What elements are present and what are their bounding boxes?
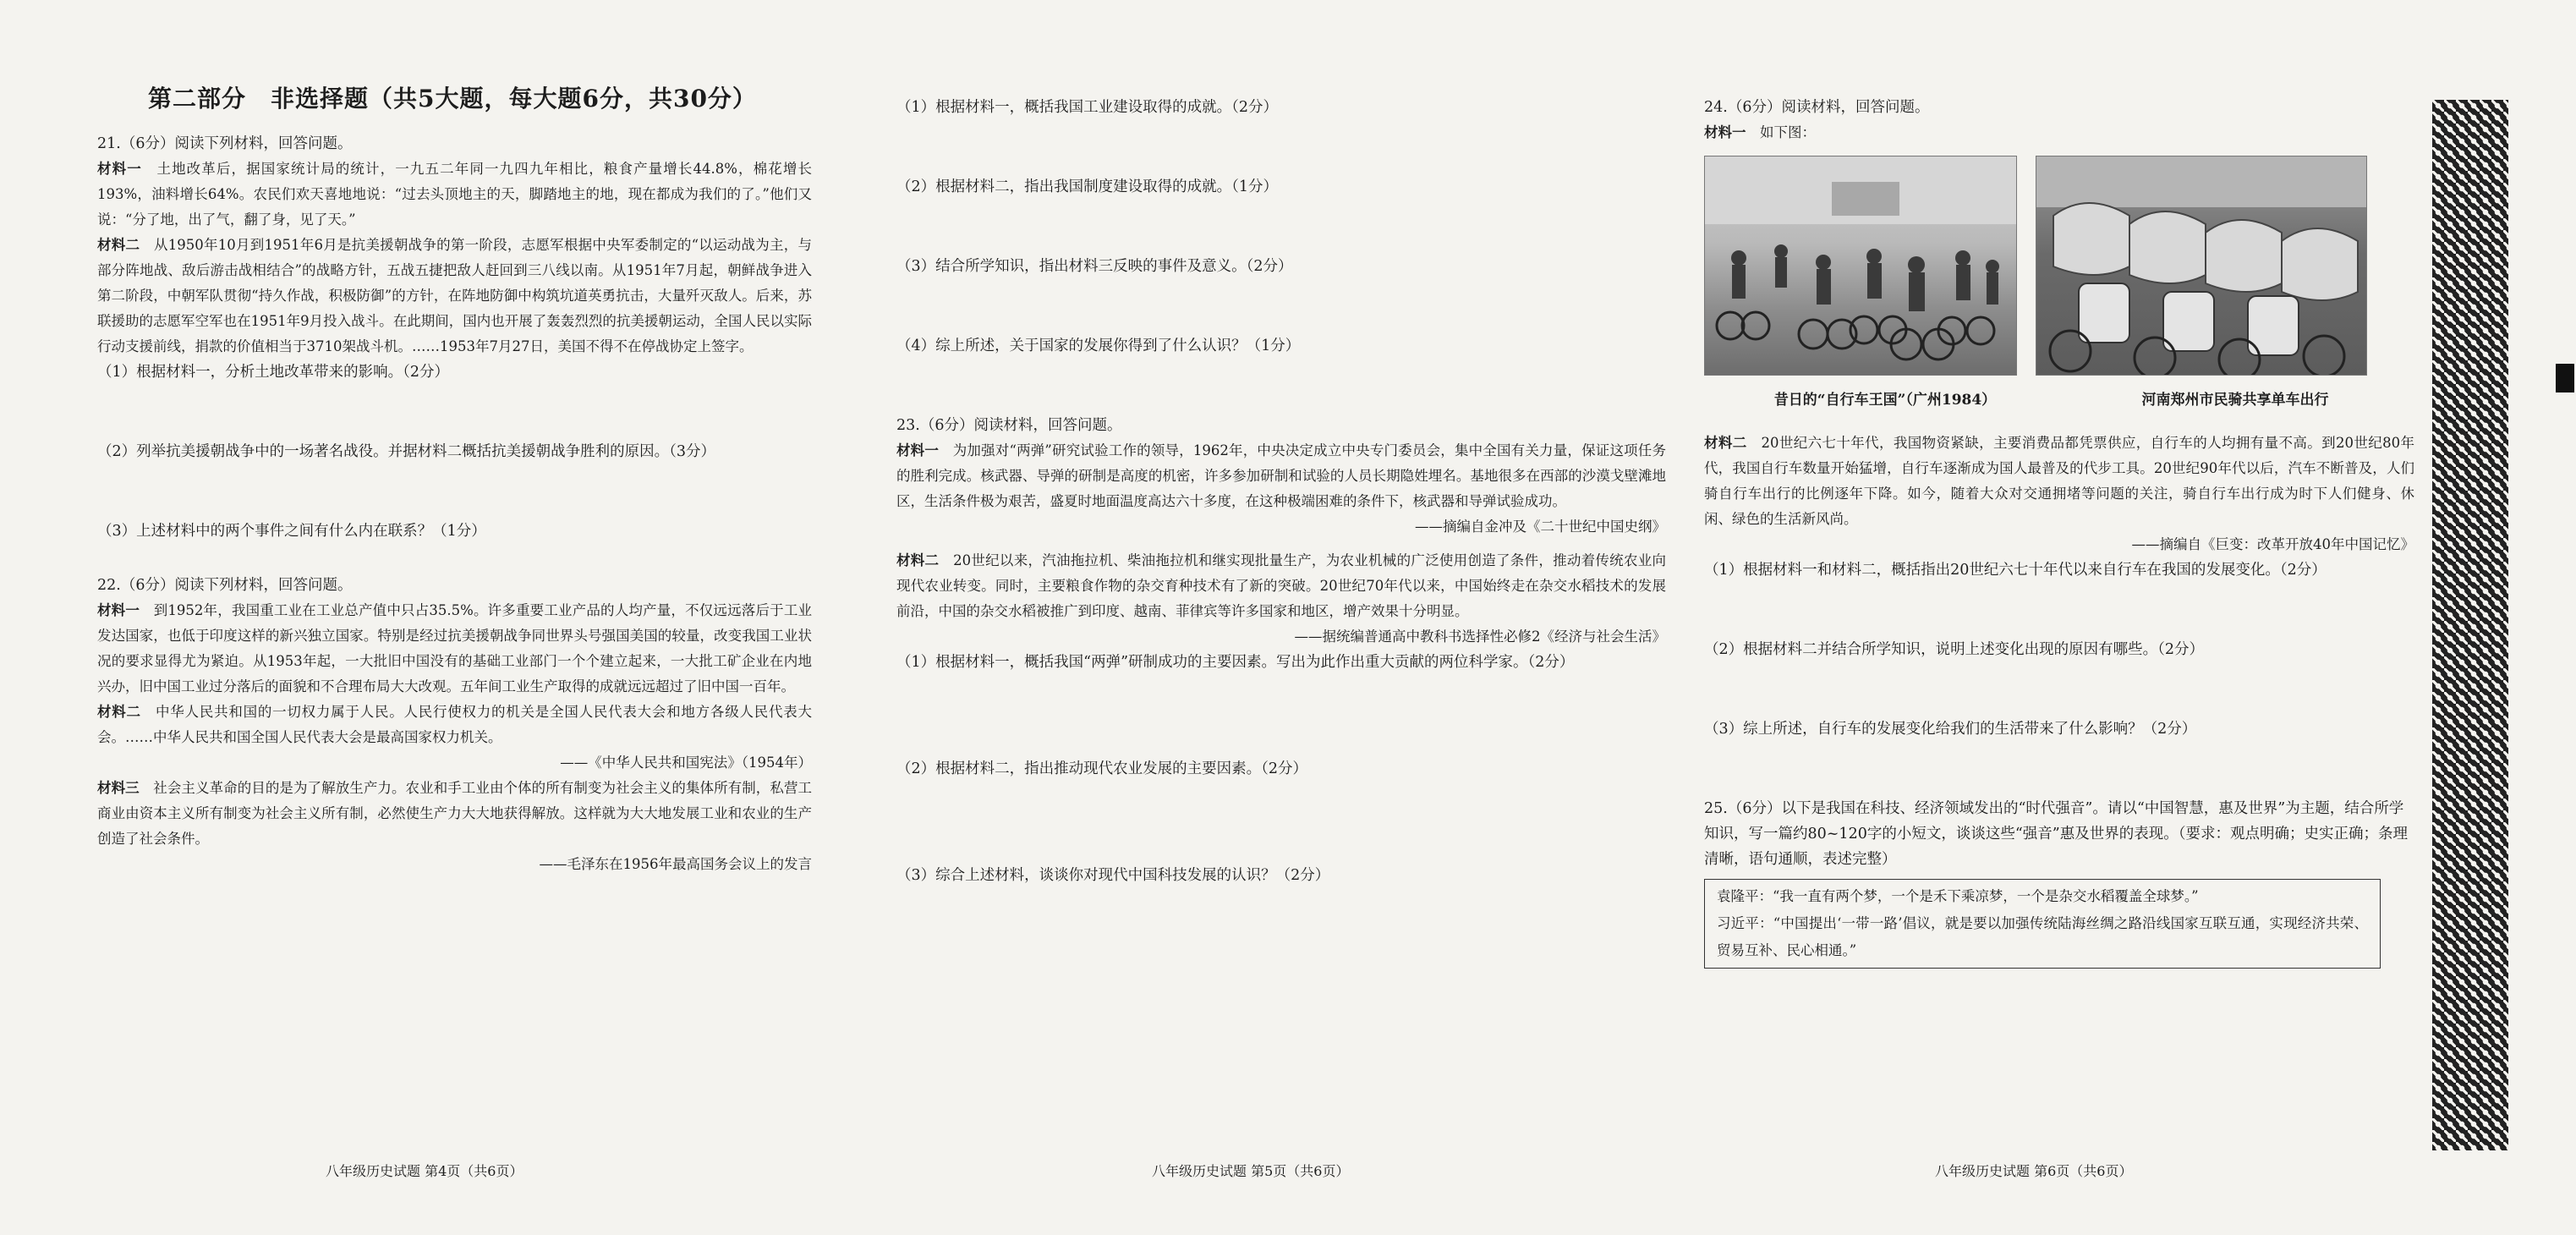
answer-space: [896, 359, 1666, 413]
q24-intro: 24.（6分）阅读材料，回答问题。: [1704, 99, 1930, 116]
q24-sub-3: （3）综上所述，自行车的发展变化给我们的生活带来了什么影响？（2分）: [1704, 721, 2197, 738]
q21-intro: 21.（6分）阅读下列材料，回答问题。: [97, 135, 353, 152]
answer-space: [1704, 662, 2414, 716]
q23-intro: 23.（6分）阅读材料，回答问题。: [896, 417, 1122, 434]
q21-material-2: [97, 233, 812, 360]
q22-sub-4: （4）综上所述，关于国家的发展你得到了什么认识？（1分）: [896, 338, 1301, 354]
material-text: 如下图：: [1746, 124, 1816, 140]
page-footer: 八年级历史试题 第5页（共6页）: [1152, 1163, 1350, 1179]
registration-mark: [2556, 364, 2574, 392]
shared-bikes-illustration: [2036, 156, 2366, 375]
answer-space: [896, 120, 1666, 174]
answer-space: [896, 200, 1666, 254]
material-text: 20世纪以来，汽油拖拉机、柴油拖拉机和继实现批量生产，为农业机械的广泛使用创造了条件，推动着传统农业向现代农业转变。同时，主要粮食作物的杂交育种技术有了新的突破。20世纪70年代以来，中国始终走在杂交水稻技术的发展前沿，中国的杂交水稻被推广到印度、越南、菲律宾等许多国家和地区，增产效果十分明显。: [896, 552, 1667, 619]
q23-material-2: [896, 548, 1666, 624]
q22-sub-2: （2）根据材料二，指出我国制度建设取得的成就。（1分）: [896, 178, 1279, 195]
material-text: 20世纪六七十年代，我国物资紧缺，主要消费品都凭票供应，自行车的人均拥有量不高。到20世纪80年代，我国自行车数量开始猛增，自行车逐渐成为国人最普及的代步工具。20世纪90年代以后，汽车不断普及，人们骑自行车出行的比例逐年下降。如今，随着大众对交通拥堵等问题的关注，骑自行车出行成为时下人们健身、休闲、绿色的生活新风尚。: [1704, 435, 2414, 527]
answer-space: [896, 279, 1666, 333]
material-text: 中华人民共和国的一切权力属于人民。人民行使权力的机关是全国人民代表大会和地方各级人民代表大会。……中华人民共和国全国人民代表大会是最高国家权力机关。: [97, 704, 812, 745]
page-footer: 八年级历史试题 第4页（共6页）: [326, 1163, 523, 1179]
q24-sub-2: （2）根据材料二并结合所学知识，说明上述变化出现的原因有哪些。（2分）: [1704, 641, 2205, 658]
page-4: [0, 0, 846, 1235]
quote-yuan-longping: 袁隆平：“我一直有两个梦，一个是禾下乘凉梦，一个是杂交水稻覆盖全球梦。”: [1717, 888, 2199, 904]
material-text: 到1952年，我国重工业在工业总产值中只占35.5%。许多重要工业产品的人均产量，不仅远远落后于工业发达国家，也低于印度这样的新兴独立国家。特别是经过抗美援朝战争同世界头号强国美国的较量，改变我国工业状况的要求显得尤为紧迫。从1953年起，一大批旧中国没有的基础工业部门一个个建立起来，一大批工矿企业在内地兴办，旧中国工业过分落后的面貌和不合理布局大大改观。五年间工业生产取得的成就远远超过了旧中国一百年。: [97, 602, 812, 694]
material-label: 材料二: [97, 704, 141, 720]
answer-space: [896, 675, 1666, 756]
page-5: [880, 0, 1691, 1235]
answer-space: [97, 544, 812, 573]
material-label: 材料一: [97, 161, 142, 177]
q21-sub-1: （1）根据材料一，分析土地改革带来的影响。（2分）: [97, 364, 450, 381]
material-text: 土地改革后，据国家统计局的统计，一九五二年同一九四九年相比，粮食产量增长44.8%，棉花增长193%，油料增长64%。农民们欢天喜地地说：“过去头顶地主的天，脚踏地主的地，现在都成为我们的了。”他们又说：“分了地，出了气，翻了身，见了天。”: [97, 161, 812, 228]
q22-material-2: [97, 700, 812, 750]
answer-space: [1704, 742, 2414, 796]
q22-material-2-source: ——《中华人民共和国宪法》（1954年）: [560, 755, 812, 771]
shared-bikes-photo: [2036, 156, 2367, 376]
q22-material-3-source: ——毛泽东在1956年最高国务会议上的发言: [539, 856, 812, 872]
bicycle-kingdom-photo: [1704, 156, 2017, 376]
q23-sub-2: （2）根据材料二，指出推动现代农业发展的主要因素。（2分）: [896, 760, 1308, 777]
page-footer: 八年级历史试题 第6页（共6页）: [1935, 1163, 2133, 1179]
photo-caption-2: 河南郑州市民骑共享单车出行: [2141, 392, 2329, 409]
q23-material-1: [896, 438, 1666, 514]
page-6: [1687, 0, 2431, 1235]
q22-material-3: [97, 776, 812, 852]
material-label: 材料一: [896, 442, 940, 458]
q24-material-1: [1704, 120, 2414, 145]
spacer: [896, 540, 1666, 548]
q23-material-1-source: ——摘编自金冲及《二十世纪中国史纲》: [1415, 519, 1666, 535]
q24-material-2: [1704, 431, 2414, 532]
material-label: 材料二: [896, 552, 940, 568]
q24-sub-1: （1）根据材料一和材料二，概括指出20世纪六七十年代以来自行车在我国的发展变化。（2分）: [1704, 562, 2327, 579]
answer-space: [97, 385, 812, 439]
q21-sub-3: （3）上述材料中的两个事件之间有什么内在联系？（1分）: [97, 523, 486, 540]
q22-sub-1: （1）根据材料一，概括我国工业建设取得的成就。（2分）: [896, 99, 1279, 116]
q23-sub-1: （1）根据材料一，概括我国“两弹”研制成功的主要因素。写出为此作出重大贡献的两位科学家。（2分）: [896, 654, 1575, 671]
material-label: 材料三: [97, 780, 140, 796]
q22-intro: 22.（6分）阅读下列材料，回答问题。: [97, 577, 353, 594]
quote-box: [1704, 879, 2381, 969]
material-label: 材料一: [97, 602, 140, 618]
photo-caption-1: 昔日的“自行车王国”（广州1984）: [1773, 392, 1997, 409]
material-text: 社会主义革命的目的是为了解放生产力。农业和手工业由个体的所有制变为社会主义的集体所有制，私营工商业由资本主义所有制变为社会主义所有制，必然使生产力大大地获得解放。这样就为大大地发展工业和农业的生产创造了社会条件。: [97, 780, 813, 847]
q22-material-1: [97, 598, 812, 700]
q23-material-2-source: ——据统编普通高中教科书选择性必修2《经济与社会生活》: [1294, 628, 1666, 645]
photo-row: [1704, 156, 2414, 376]
material-label: 材料二: [1704, 435, 1747, 451]
cyclists-crowd-illustration: [1705, 156, 2016, 375]
q21-sub-2: （2）列举抗美援朝战争中的一场著名战役。并据材料二概括抗美援朝战争胜利的原因。（3分）: [97, 443, 716, 460]
section-title: 第二部分 非选择题（共5大题，每大题6分，共30分）: [148, 85, 757, 113]
material-label: 材料一: [1704, 124, 1746, 140]
material-text: 为加强对“两弹”研究试验工作的领导，1962年，中央决定成立中央专门委员会，集中全国有关力量，保证这项任务的胜利完成。核武器、导弹的研制是高度的机密，许多参加研制和试验的人员长期隐姓埋名。基地很多在西部的沙漠戈壁滩地区，生活条件极为艰苦，盛夏时地面温度高达六十多度，在这种极端困难的条件下，核武器和导弹试验成功。: [896, 442, 1666, 509]
answer-space: [97, 464, 812, 519]
q22-sub-3: （3）结合所学知识，指出材料三反映的事件及意义。（2分）: [896, 258, 1293, 275]
quote-xi-jinping: 习近平：“中国提出‘一带一路’倡议，就是要以加强传统陆海丝绸之路沿线国家互联互通，实现经济共荣、贸易互补、民心相通。”: [1717, 915, 2368, 958]
photo-captions: [1704, 387, 2414, 409]
answer-space: [896, 782, 1666, 863]
answer-space: [1704, 583, 2414, 637]
q25-prompt: 25.（6分）以下是我国在科技、经济领域发出的“时代强音”。请以“中国智慧，惠及世界”为主题，结合所学知识，写一篇约80~120字的小短文，谈谈这些“强音”惠及世界的表现。（要求：观点明确；史实正确；条理清晰，语句通顺，表述完整）: [1704, 800, 2408, 868]
material-label: 材料二: [97, 237, 140, 253]
binding-pattern-strip: [2432, 100, 2508, 1150]
q21-material-1: [97, 156, 812, 233]
material-text: 从1950年10月到1951年6月是抗美援朝战争的第一阶段，志愿军根据中央军委制定的“以运动战为主，与部分阵地战、敌后游击战相结合”的战略方针，五战五捷把敌人赶回到三八线以南。从1951年7月起，朝鲜战争进入第二阶段，中朝军队贯彻“持久作战，积极防御”的方针，在阵地防御中构筑坑道英勇抗击，大量歼灭敌人。后来，苏联援助的志愿军空军也在1951年9月投入战斗。在此期间，国内也开展了轰轰烈烈的抗美援朝运动，全国人民以实际行动支援前线，捐款的价值相当于3710架战斗机。……1953年7月27日，美国不得不在停战协定上签字。: [97, 237, 813, 354]
q23-sub-3: （3）综合上述材料，谈谈你对现代中国科技发展的认识？（2分）: [896, 867, 1330, 884]
q24-material-2-source: ——摘编自《巨变：改革开放40年中国记忆》: [2131, 536, 2414, 552]
